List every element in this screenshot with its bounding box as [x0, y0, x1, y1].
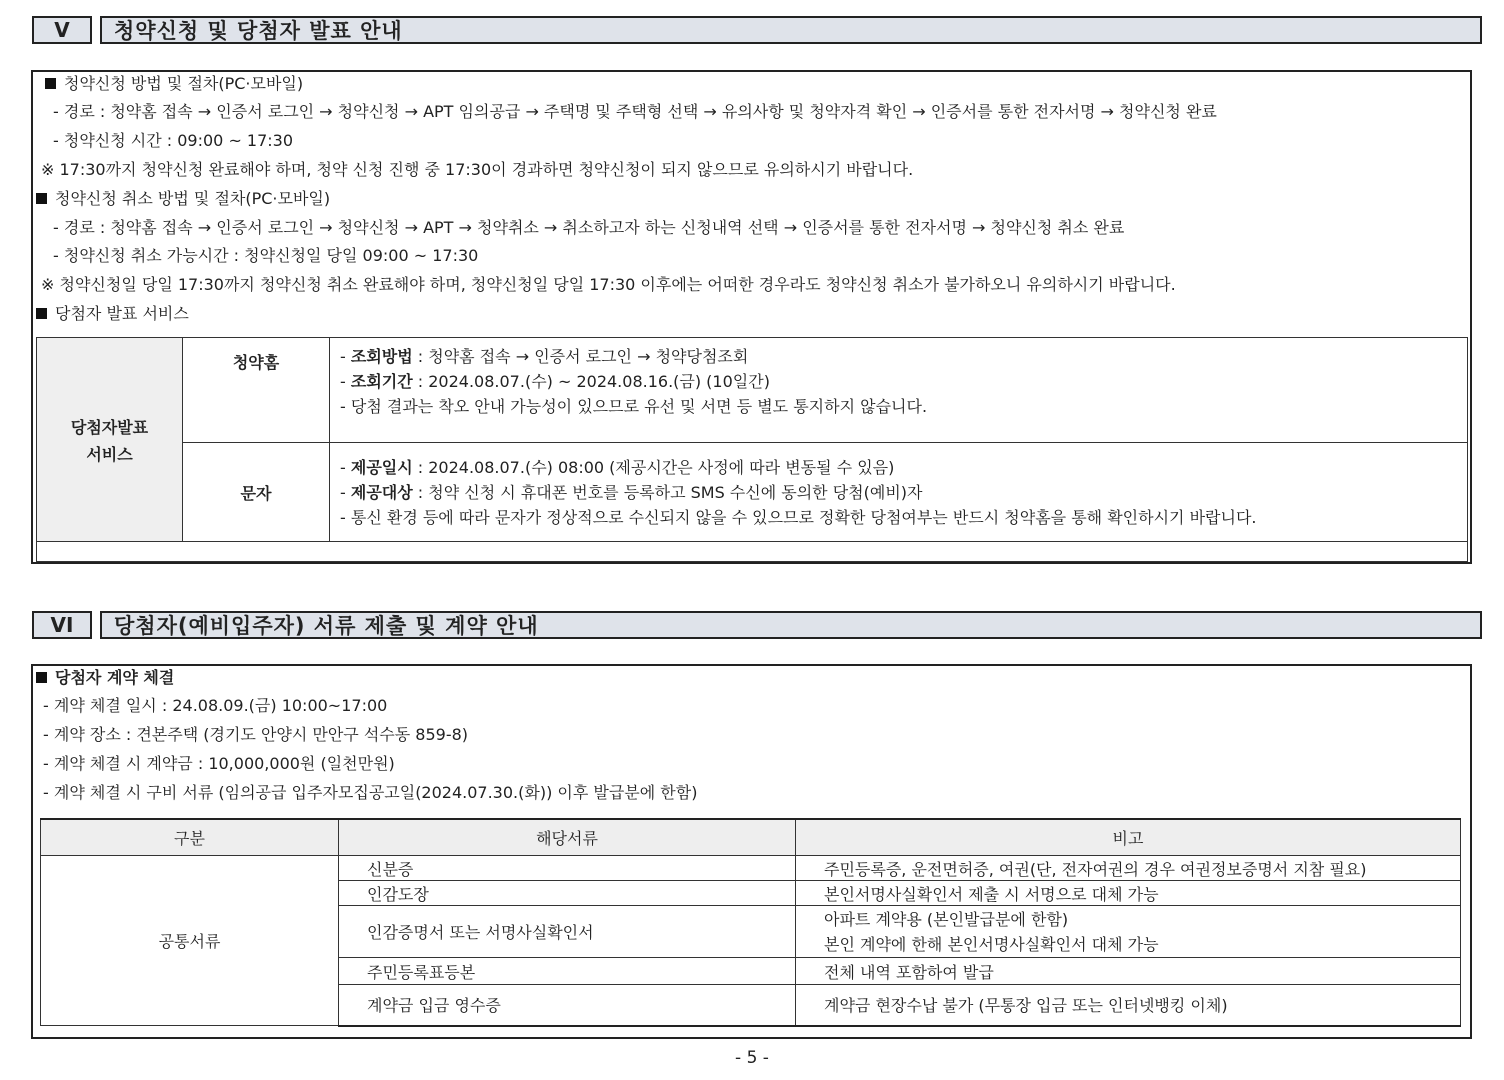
document-cell: 주민등록표등본	[339, 958, 796, 985]
heading-cancel-method: 청약신청 취소 방법 및 절차(PC·모바일)	[36, 189, 330, 209]
category-cell: 공통서류	[41, 856, 339, 1026]
table-row	[41, 856, 1461, 881]
document-cell: 인감도장	[339, 881, 796, 906]
list-item: - 제공대상 : 청약 신청 시 휴대폰 번호를 등록하고 SMS 수신에 동의한 당첨(예비)자	[340, 482, 923, 502]
document-cell: 계약금 입금 영수증	[339, 985, 796, 1026]
column-header: 비고	[796, 819, 1461, 856]
square-bullet-icon	[36, 308, 47, 319]
table-row	[37, 443, 1468, 542]
table-row	[37, 338, 1468, 443]
cancel-time: - 청약신청 취소 가능시간 : 청약신청일 당일 09:00 ~ 17:30	[53, 246, 479, 265]
note-cell: 주민등록증, 운전면허증, 여권(단, 전자여권의 경우 여권정보증명서 지참 필요)	[796, 856, 1461, 881]
row-label-cheongyakhome: 청약홈	[183, 338, 330, 443]
heading-announcement: 당첨자 발표 서비스	[36, 304, 189, 324]
announcement-table	[36, 337, 1468, 562]
heading-apply-method: 청약신청 방법 및 절차(PC·모바일)	[45, 74, 303, 94]
note-cell: 아파트 계약용 (본인발급분에 한함) 본인 계약에 한해 본인서명사실확인서 대체 가능	[796, 906, 1461, 958]
square-bullet-icon	[36, 193, 47, 204]
section-5-title: 청약신청 및 당첨자 발표 안내	[100, 16, 1482, 44]
table-header-row	[41, 819, 1461, 856]
row-label-sms: 문자	[183, 443, 330, 542]
cancel-route: - 경로 : 청약홈 접속 → 인증서 로그인 → 청약신청 → APT → 청약취소 → 취소하고자 하는 신청내역 선택 → 인증서를 통한 전자서명 → 청약신청 취소 완료	[53, 218, 1125, 237]
document-cell: 인감증명서 또는 서명사실확인서	[339, 906, 796, 958]
note-cell: 계약금 현장수납 불가 (무통장 입금 또는 인터넷뱅킹 이체)	[796, 985, 1461, 1026]
table-row	[37, 542, 1468, 562]
section-5-number: V	[32, 16, 92, 44]
list-item: - 제공일시 : 2024.08.07.(수) 08:00 (제공시간은 사정에 따라 변동될 수 있음)	[340, 457, 895, 477]
contract-date: - 계약 체결 일시 : 24.08.09.(금) 10:00~17:00	[43, 696, 388, 715]
section-6-box	[31, 664, 1472, 1039]
contract-place: - 계약 장소 : 견본주택 (경기도 안양시 만안구 석수동 859-8)	[43, 725, 469, 744]
contract-documents: - 계약 체결 시 구비 서류 (임의공급 입주자모집공고일(2024.07.30.(화)) 이후 발급분에 한함)	[43, 783, 698, 802]
contract-deposit: - 계약 체결 시 계약금 : 10,000,000원 (일천만원)	[43, 754, 395, 773]
list-item: - 조회기간 : 2024.08.07.(수) ~ 2024.08.16.(금) (10일간)	[340, 372, 770, 391]
square-bullet-icon	[36, 672, 47, 683]
sms-details	[330, 443, 1468, 542]
list-item: - 통신 환경 등에 따라 문자가 정상적으로 수신되지 않을 수 있으므로 정확한 당첨여부는 반드시 청약홈을 통해 확인하시기 바랍니다.	[340, 507, 1257, 527]
note-cell: 전체 내역 포함하여 발급	[796, 958, 1461, 985]
cheongyakhome-details	[330, 338, 1468, 443]
apply-notice: ※ 17:30까지 청약신청 완료해야 하며, 청약 신청 진행 중 17:30이 경과하면 청약신청이 되지 않으므로 유의하시기 바랍니다.	[41, 160, 914, 179]
column-header: 구분	[41, 819, 339, 856]
heading-contract: 당첨자 계약 체결	[36, 668, 174, 688]
cancel-notice: ※ 청약신청일 당일 17:30까지 청약신청 취소 완료해야 하며, 청약신청일 당일 17:30 이후에는 어떠한 경우라도 청약신청 취소가 불가하오니 유의하시기 바랍니다.	[41, 275, 1176, 294]
note-cell: 본인서명사실확인서 제출 시 서명으로 대체 가능	[796, 881, 1461, 906]
page-number: - 5 -	[735, 1048, 769, 1068]
section-6-title: 당첨자(예비입주자) 서류 제출 및 계약 안내	[100, 611, 1482, 639]
apply-time: - 청약신청 시간 : 09:00 ~ 17:30	[53, 131, 294, 150]
section-6-number: VI	[32, 611, 92, 639]
announcement-label: 당첨자발표 서비스	[37, 338, 183, 542]
list-item: - 당첨 결과는 착오 안내 가능성이 있으므로 유선 및 서면 등 별도 통지하지 않습니다.	[340, 397, 928, 416]
documents-table	[40, 818, 1461, 1027]
section-5-box	[31, 70, 1472, 564]
apply-route: - 경로 : 청약홈 접속 → 인증서 로그인 → 청약신청 → APT 임의공급 → 주택명 및 주택형 선택 → 유의사항 및 청약자격 확인 → 인증서를 통한 전자서명 → 청약신청 완료	[53, 102, 1217, 121]
column-header: 해당서류	[339, 819, 796, 856]
square-bullet-icon	[45, 78, 56, 89]
list-item: - 조회방법 : 청약홈 접속 → 인증서 로그인 → 청약당첨조회	[340, 347, 749, 366]
document-cell: 신분증	[339, 856, 796, 881]
